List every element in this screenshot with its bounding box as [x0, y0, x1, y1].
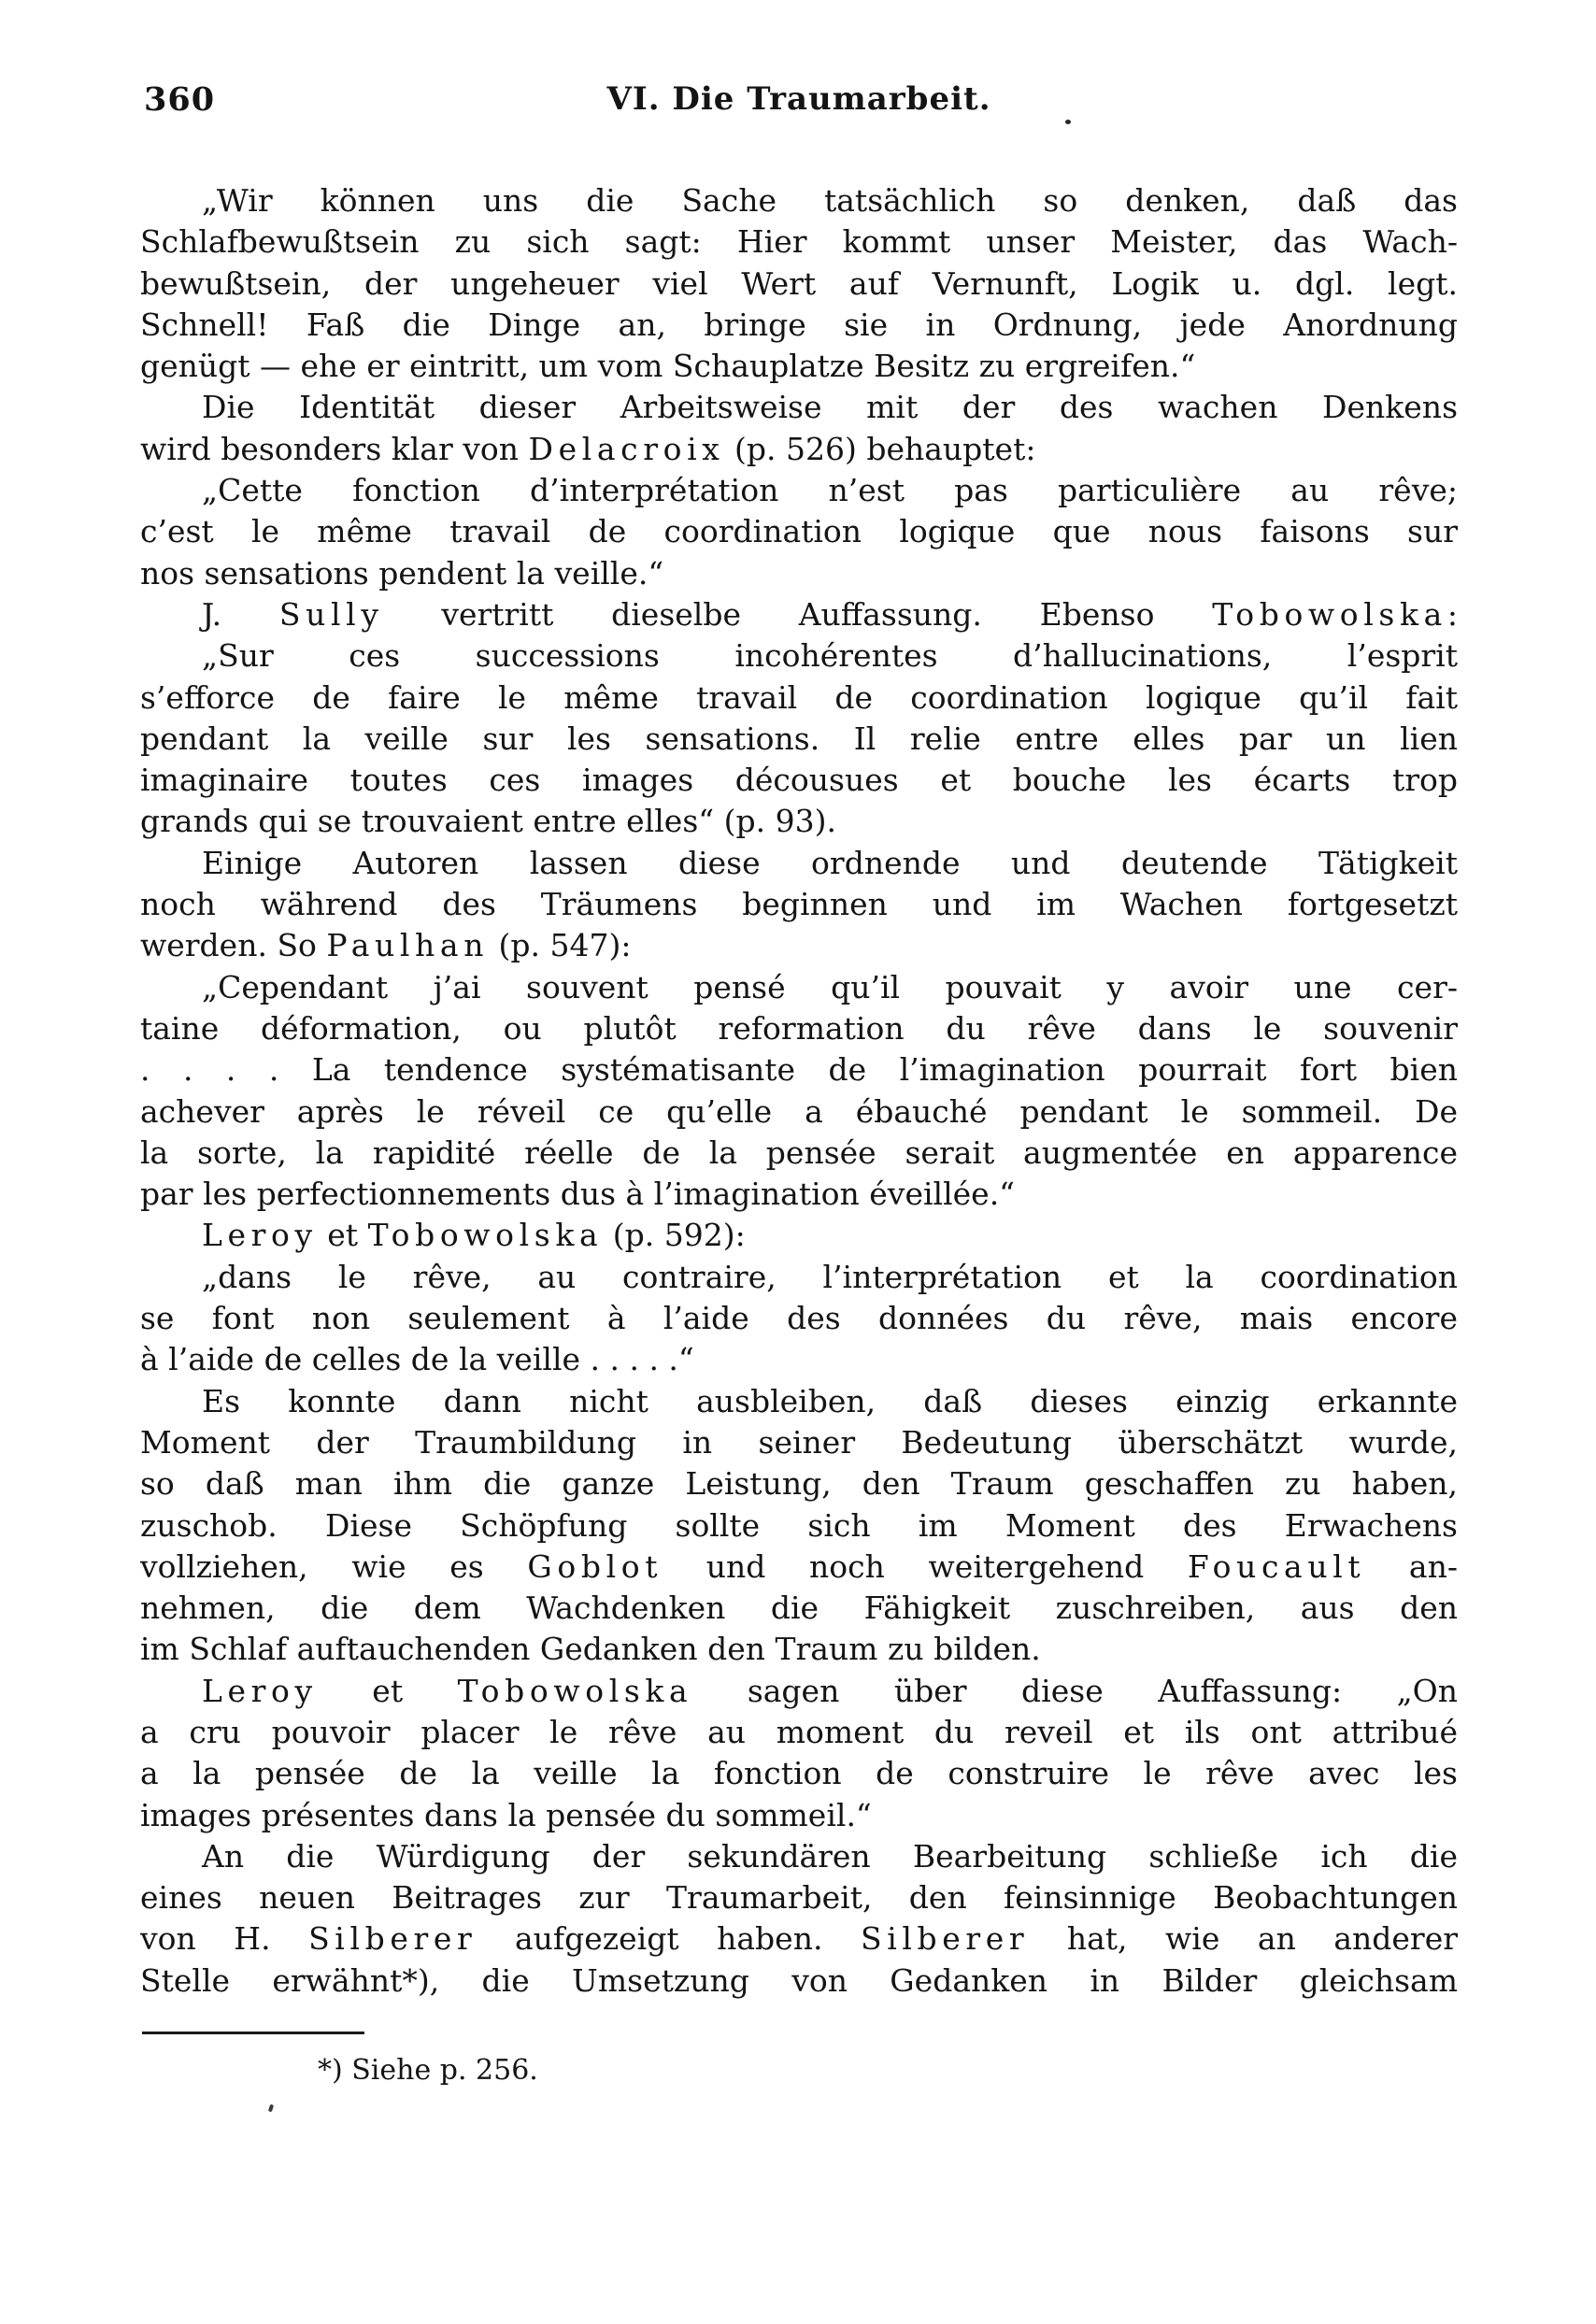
text-segment: (p. 592):: [603, 1217, 746, 1254]
text-segment: s’efforce de faire le même travail de coordination logique qu’il fait: [140, 678, 1458, 716]
text-segment: „Cette fonction d’interprétation n’est pas particulière au rêve;: [202, 472, 1458, 509]
text-line: [140, 760, 1458, 801]
text-line: [140, 346, 1458, 387]
text-line: [140, 801, 1458, 842]
text-line: [140, 264, 1458, 305]
text-line: [140, 305, 1458, 346]
text-line: [140, 1795, 1458, 1836]
text-segment: Die Identität dieser Arbeitsweise mit der des wachen Denkens: [202, 389, 1458, 426]
spaced-name: Silberer: [308, 1920, 477, 1958]
text-line: [140, 1671, 1458, 1712]
text-segment: J.: [202, 595, 279, 633]
text-segment: im Schlaf auftauchenden Gedanken den Traum zu bilden.: [140, 1631, 1041, 1668]
text-line: [140, 1588, 1458, 1629]
running-title: VI. Die Traumarbeit.: [606, 80, 991, 118]
text-segment: An die Würdigung der sekundären Bearbeitung schließe ich die: [202, 1837, 1458, 1875]
page-header-row: [140, 80, 1458, 120]
text-line: [140, 1133, 1458, 1174]
text-line: [140, 1008, 1458, 1049]
spaced-name: Foucault: [1187, 1547, 1366, 1585]
scan-noise-dot: [1065, 120, 1071, 124]
spaced-name: Sully: [278, 595, 384, 633]
text-segment: zuschob. Diese Schöpfung sollte sich im Moment des Erwachens: [140, 1506, 1458, 1544]
text-segment: noch während des Träumens beginnen und im Wachen fortgesetzt: [140, 886, 1458, 923]
text-line: [140, 553, 1458, 594]
text-line: [140, 1505, 1458, 1547]
text-line: [140, 180, 1458, 221]
text-line: [140, 967, 1458, 1008]
footnote-text: *) Siehe p. 256.: [318, 2054, 538, 2087]
text-segment: achever après le réveil ce qu’elle a ébauché pendant le sommeil. De: [140, 1092, 1458, 1130]
text-line: [140, 1547, 1458, 1588]
text-line: [140, 221, 1458, 263]
text-line: [140, 925, 1458, 966]
text-segment: „Sur ces successions incohérentes d’hallucinations, l’esprit: [202, 637, 1458, 675]
text-line: [140, 387, 1458, 428]
text-line: [140, 1877, 1458, 1918]
text-segment: genügt — ehe er eintritt, um vom Schauplatze Besitz zu ergreifen.“: [140, 348, 1196, 385]
text-line: [140, 1960, 1458, 2002]
text-segment: Stelle erwähnt*), die Umsetzung von Gedanken in Bilder gleichsam: [140, 1961, 1458, 1999]
text-segment: par les perfectionnements dus à l’imagination éveillée.“: [140, 1176, 1016, 1213]
text-segment: nehmen, die dem Wachdenken die Fähigkeit zuschreiben, aus den: [140, 1590, 1458, 1627]
text-segment: und noch weitergehend: [663, 1547, 1188, 1585]
spaced-name: Tobowolska: [367, 1217, 604, 1254]
text-segment: sagen über diese Auffassung: „On: [692, 1672, 1458, 1709]
text-segment: „dans le rêve, au contraire, l’interprétation et la coordination: [202, 1258, 1458, 1295]
text-segment: werden. So: [140, 927, 327, 964]
text-line: [140, 843, 1458, 884]
text-segment: aufgezeigt haben.: [477, 1920, 861, 1958]
text-line: [140, 1712, 1458, 1753]
text-line: [140, 884, 1458, 925]
text-line: [140, 511, 1458, 552]
text-line: [140, 1298, 1458, 1339]
text-line: [140, 1215, 1458, 1256]
text-segment: vertritt dieselbe Auffassung. Ebenso: [383, 595, 1213, 633]
text-segment: grands qui se trouvaient entre elles“ (p. 93).: [140, 803, 836, 840]
text-segment: vollziehen, wie es: [140, 1547, 528, 1585]
text-line: [140, 1381, 1458, 1422]
text-segment: „Wir können uns die Sache tatsächlich so denken, daß das: [202, 182, 1458, 219]
text-line: [140, 470, 1458, 511]
text-segment: nos sensations pendent la veille.“: [140, 554, 664, 592]
text-segment: et: [317, 1672, 458, 1709]
text-segment: images présentes dans la pensée du sommeil.“: [140, 1796, 872, 1833]
text-segment: a cru pouvoir placer le rêve au moment du reveil et ils ont attribué: [140, 1713, 1458, 1750]
text-segment: von H.: [140, 1920, 309, 1958]
text-segment: Moment der Traumbildung in seiner Bedeutung überschätzt wurde,: [140, 1423, 1458, 1461]
text-segment: a la pensée de la veille la fonction de construire le rêve avec les: [140, 1755, 1458, 1792]
text-segment: Es konnte dann nicht ausbleiben, daß dieses einzig erkannte: [202, 1382, 1458, 1419]
text-segment: hat, wie an anderer: [1029, 1920, 1458, 1958]
spaced-name: Silberer: [860, 1920, 1030, 1958]
text-segment: „Cependant j’ai souvent pensé qu’il pouvait y avoir une cer-: [202, 968, 1458, 1005]
footnote-separator-rule: [142, 2032, 364, 2034]
text-segment: bewußtsein, der ungeheuer viel Wert auf Vernunft, Logik u. dgl. legt.: [140, 264, 1458, 302]
text-segment: wird besonders klar von: [140, 430, 529, 467]
spaced-name: Tobowolska: [457, 1672, 693, 1709]
text-segment: so daß man ihm die ganze Leistung, den Traum geschaffen zu haben,: [140, 1465, 1458, 1503]
body-text: [140, 180, 1458, 2002]
text-line: [140, 594, 1458, 635]
text-segment: Schlafbewußtsein zu sich sagt: Hier kommt unser Meister, das Wach-: [140, 223, 1458, 261]
text-line: [140, 1339, 1458, 1380]
text-segment: imaginaire toutes ces images décousues et bouche les écarts trop: [140, 762, 1458, 799]
spaced-name: Paulhan: [326, 927, 490, 964]
text-line: [140, 1753, 1458, 1794]
page-number: 360: [144, 80, 216, 119]
text-segment: à l’aide de celles de la veille . . . . .“: [140, 1341, 694, 1378]
text-line: [140, 1422, 1458, 1463]
text-line: [140, 1091, 1458, 1133]
text-segment: Einige Autoren lassen diese ordnende und deutende Tätigkeit: [202, 844, 1458, 881]
text-segment: :: [1446, 595, 1458, 633]
text-segment: (p. 526) behauptet:: [724, 430, 1036, 467]
text-segment: eines neuen Beitrages zur Traumarbeit, den feinsinnige Beobachtungen: [140, 1879, 1458, 1917]
text-segment: c’est le même travail de coordination logique que nous faisons sur: [140, 513, 1458, 550]
text-line: [140, 1049, 1458, 1091]
text-line: [140, 1257, 1458, 1298]
text-line: [140, 429, 1458, 470]
text-line: [140, 719, 1458, 760]
text-segment: an-: [1365, 1547, 1458, 1585]
spaced-name: Delacroix: [528, 430, 725, 467]
spaced-name: Leroy: [202, 1217, 318, 1254]
scan-noise-dot: [268, 2104, 274, 2113]
text-segment: se font non seulement à l’aide des données du rêve, mais encore: [140, 1300, 1458, 1337]
text-segment: Schnell! Faß die Dinge an, bringe sie in Ordnung, jede Anordnung: [140, 306, 1458, 343]
text-line: [140, 677, 1458, 719]
text-line: [140, 1629, 1458, 1670]
text-line: [140, 1463, 1458, 1504]
text-segment: la sorte, la rapidité réelle de la pensée serait augmentée en apparence: [140, 1133, 1458, 1171]
text-line: [140, 1174, 1458, 1215]
spaced-name: Goblot: [527, 1547, 663, 1585]
spaced-name: Leroy: [202, 1672, 318, 1709]
text-segment: (p. 547):: [489, 927, 632, 964]
text-line: [140, 1918, 1458, 1960]
text-segment: et: [317, 1217, 368, 1254]
text-segment: taine déformation, ou plutôt reformation du rêve dans le souvenir: [140, 1009, 1458, 1047]
text-segment: . . . . La tendence systématisante de l’imagination pourrait fort bien: [140, 1051, 1458, 1089]
text-segment: pendant la veille sur les sensations. Il relie entre elles par un lien: [140, 720, 1458, 757]
spaced-name: Tobowolska: [1212, 595, 1447, 633]
text-line: [140, 635, 1458, 677]
text-line: [140, 1836, 1458, 1877]
